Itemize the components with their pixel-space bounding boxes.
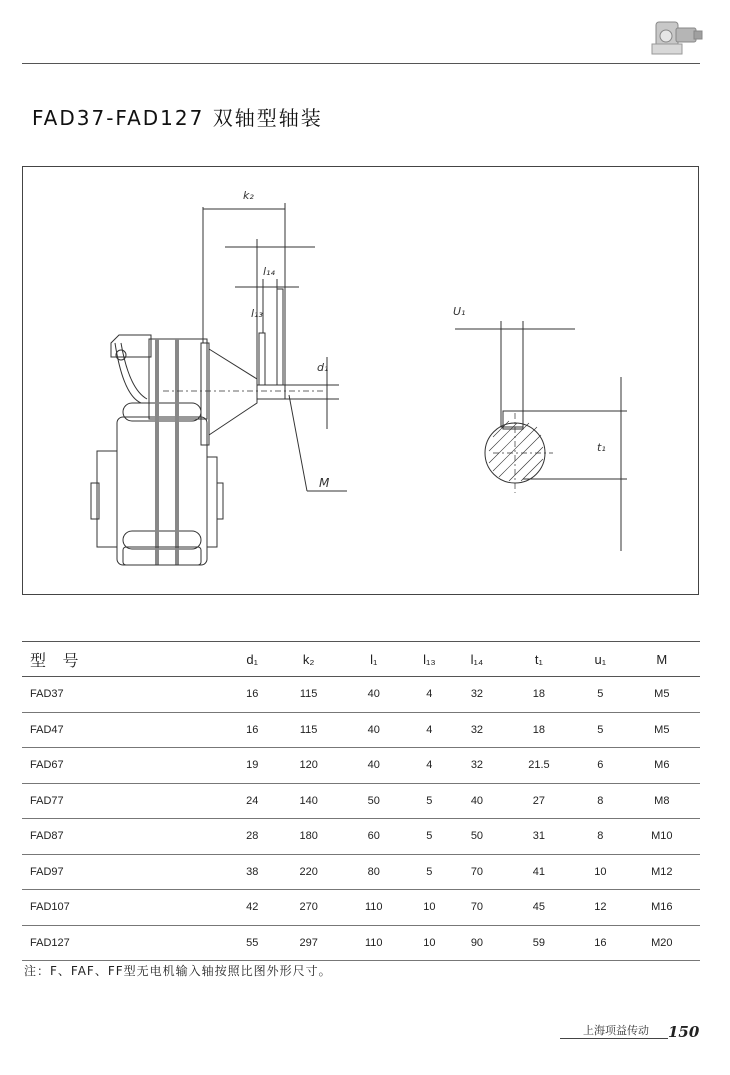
col-header-l1: l₁ xyxy=(342,642,406,677)
col-header-M: M xyxy=(624,642,700,677)
cell-l1: 40 xyxy=(342,677,406,713)
cell-l13: 4 xyxy=(406,677,454,713)
footer-rule xyxy=(560,1038,668,1039)
col-header-t1: t₁ xyxy=(501,642,577,677)
cell-d1: 16 xyxy=(229,712,275,748)
cell-model: FAD87 xyxy=(22,819,229,855)
cell-t1: 18 xyxy=(501,712,577,748)
cell-d1: 42 xyxy=(229,890,275,926)
label-d1: d₁ xyxy=(317,361,329,374)
cell-l1: 60 xyxy=(342,819,406,855)
page-number: 150 xyxy=(668,1023,700,1041)
cell-t1: 45 xyxy=(501,890,577,926)
cell-l14: 90 xyxy=(453,925,501,961)
cell-l1: 80 xyxy=(342,854,406,890)
label-l14: l₁₄ xyxy=(263,265,275,278)
cell-l14: 32 xyxy=(453,712,501,748)
cell-k2: 120 xyxy=(275,748,341,784)
cell-t1: 27 xyxy=(501,783,577,819)
cell-l14: 32 xyxy=(453,677,501,713)
col-header-l13: l₁₃ xyxy=(406,642,454,677)
cell-l14: 70 xyxy=(453,890,501,926)
cell-k2: 220 xyxy=(275,854,341,890)
cell-M: M6 xyxy=(624,748,700,784)
cell-t1: 31 xyxy=(501,819,577,855)
cell-l1: 110 xyxy=(342,925,406,961)
label-M: M xyxy=(319,476,330,490)
cell-l13: 4 xyxy=(406,748,454,784)
table-row xyxy=(22,890,700,926)
cell-l14: 32 xyxy=(453,748,501,784)
table-header-row xyxy=(22,642,700,677)
col-header-l14: l₁₄ xyxy=(453,642,501,677)
cell-M: M10 xyxy=(624,819,700,855)
cell-model: FAD97 xyxy=(22,854,229,890)
header-rule xyxy=(22,63,700,64)
cell-l1: 40 xyxy=(342,712,406,748)
cell-d1: 24 xyxy=(229,783,275,819)
cell-k2: 115 xyxy=(275,712,341,748)
cell-M: M20 xyxy=(624,925,700,961)
cell-t1: 41 xyxy=(501,854,577,890)
page-title: FAD37-FAD127 双轴型轴装 xyxy=(32,106,323,130)
cell-model: FAD67 xyxy=(22,748,229,784)
cell-k2: 140 xyxy=(275,783,341,819)
cell-l13: 10 xyxy=(406,925,454,961)
cell-l13: 5 xyxy=(406,783,454,819)
cell-M: M8 xyxy=(624,783,700,819)
cell-u1: 8 xyxy=(577,783,623,819)
cell-M: M16 xyxy=(624,890,700,926)
table-row xyxy=(22,677,700,713)
cell-l14: 50 xyxy=(453,819,501,855)
table-row xyxy=(22,712,700,748)
cell-M: M12 xyxy=(624,854,700,890)
cell-t1: 59 xyxy=(501,925,577,961)
cell-M: M5 xyxy=(624,677,700,713)
cell-u1: 10 xyxy=(577,854,623,890)
table-row xyxy=(22,819,700,855)
table-row xyxy=(22,854,700,890)
cell-k2: 180 xyxy=(275,819,341,855)
cell-u1: 5 xyxy=(577,677,623,713)
label-U1: U₁ xyxy=(453,305,466,318)
technical-drawing xyxy=(22,166,699,595)
label-k2: k₂ xyxy=(243,189,254,202)
cell-k2: 115 xyxy=(275,677,341,713)
footnote: 注：F、FAF、FF型无电机输入轴按照比图外形尺寸。 xyxy=(24,964,332,978)
cell-u1: 5 xyxy=(577,712,623,748)
table-row xyxy=(22,925,700,961)
cell-t1: 18 xyxy=(501,677,577,713)
cell-k2: 297 xyxy=(275,925,341,961)
dimension-table xyxy=(22,641,700,961)
cell-d1: 55 xyxy=(229,925,275,961)
label-t1: t₁ xyxy=(597,441,606,454)
cell-u1: 16 xyxy=(577,925,623,961)
cell-l13: 5 xyxy=(406,819,454,855)
company-name: 上海项益传动 xyxy=(583,1024,649,1037)
col-header-d1: d₁ xyxy=(229,642,275,677)
cell-l13: 10 xyxy=(406,890,454,926)
cell-model: FAD127 xyxy=(22,925,229,961)
cell-l1: 110 xyxy=(342,890,406,926)
cell-l14: 70 xyxy=(453,854,501,890)
cell-model: FAD77 xyxy=(22,783,229,819)
cell-u1: 8 xyxy=(577,819,623,855)
cell-l1: 40 xyxy=(342,748,406,784)
cell-u1: 12 xyxy=(577,890,623,926)
col-header-k2: k₂ xyxy=(275,642,341,677)
cell-l13: 4 xyxy=(406,712,454,748)
cell-d1: 38 xyxy=(229,854,275,890)
cell-d1: 16 xyxy=(229,677,275,713)
cell-l13: 5 xyxy=(406,854,454,890)
col-header-model: 型 号 xyxy=(22,642,229,677)
cell-t1: 21.5 xyxy=(501,748,577,784)
cell-M: M5 xyxy=(624,712,700,748)
table-row xyxy=(22,783,700,819)
col-header-u1: u₁ xyxy=(577,642,623,677)
table-row xyxy=(22,748,700,784)
cell-d1: 19 xyxy=(229,748,275,784)
gear-reducer-icon xyxy=(646,14,704,60)
cell-l14: 40 xyxy=(453,783,501,819)
cell-model: FAD37 xyxy=(22,677,229,713)
cell-model: FAD107 xyxy=(22,890,229,926)
cell-u1: 6 xyxy=(577,748,623,784)
label-l13: l₁₃ xyxy=(251,307,263,320)
cell-l1: 50 xyxy=(342,783,406,819)
cell-d1: 28 xyxy=(229,819,275,855)
cell-model: FAD47 xyxy=(22,712,229,748)
cell-k2: 270 xyxy=(275,890,341,926)
